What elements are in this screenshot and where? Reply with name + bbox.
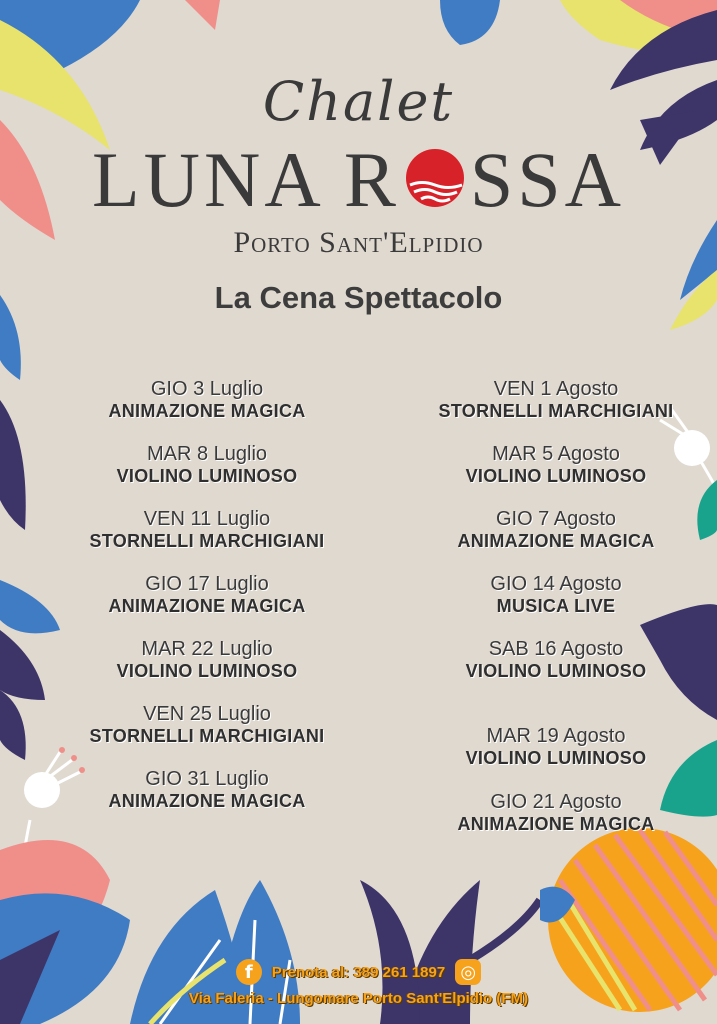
event-item — [47, 573, 367, 617]
event-date: GIO 21 Agosto — [490, 791, 622, 813]
event-item — [396, 573, 716, 617]
sunset-sea-icon — [404, 147, 466, 209]
event-item — [47, 768, 367, 812]
event-date: GIO 3 Luglio — [150, 378, 264, 400]
event-act: STORNELLI MARCHIGIANI — [89, 531, 325, 551]
event-item — [47, 703, 367, 747]
brand-text-part1: LUNA R — [92, 136, 400, 223]
event-act: VIOLINO LUMINOSO — [116, 466, 298, 486]
event-act: VIOLINO LUMINOSO — [116, 661, 298, 681]
event-item — [47, 638, 367, 682]
event-item — [47, 443, 367, 487]
event-act: ANIMAZIONE MAGICA — [108, 401, 306, 421]
event-item — [47, 508, 367, 552]
event-date: GIO 17 Luglio — [145, 573, 269, 595]
event-date: MAR 22 Luglio — [141, 638, 273, 660]
event-date: GIO 7 Agosto — [495, 508, 617, 530]
event-date: VEN 11 Luglio — [143, 508, 271, 530]
location-text: Porto Sant'Elpidio — [233, 226, 484, 259]
event-act: ANIMAZIONE MAGICA — [457, 531, 655, 551]
event-date: GIO 31 Luglio — [145, 768, 269, 790]
brand-logo-luna-rossa — [0, 135, 717, 225]
brand-text-part2: SSA — [469, 136, 625, 223]
event-date: VEN 1 Agosto — [493, 378, 619, 400]
event-date: SAB 16 Agosto — [488, 638, 624, 660]
event-act: STORNELLI MARCHIGIANI — [438, 401, 674, 421]
footer-booking-row — [0, 958, 717, 986]
footer-address: Via Faleria - Lungomare Porto Sant'Elpidio (FM) — [188, 990, 529, 1007]
event-date: MAR 5 Agosto — [492, 443, 620, 465]
event-act: ANIMAZIONE MAGICA — [108, 596, 306, 616]
instagram-icon[interactable]: ◎ — [455, 959, 481, 985]
event-date: MAR 8 Luglio — [146, 443, 268, 465]
event-act: ANIMAZIONE MAGICA — [108, 791, 306, 811]
event-item — [396, 378, 716, 422]
event-item — [47, 378, 367, 422]
booking-phone[interactable]: Prenota al: 389 261 1897 — [271, 963, 446, 981]
event-date: MAR 19 Agosto — [486, 725, 626, 747]
event-act: MUSICA LIVE — [496, 596, 616, 616]
event-act: VIOLINO LUMINOSO — [465, 748, 647, 768]
event-date: GIO 14 Agosto — [490, 573, 622, 595]
facebook-icon[interactable]: f — [236, 959, 262, 985]
event-act: VIOLINO LUMINOSO — [465, 466, 647, 486]
event-act: ANIMAZIONE MAGICA — [457, 814, 655, 834]
event-item — [396, 791, 716, 835]
event-item — [396, 638, 716, 682]
event-subtitle: La Cena Spettacolo — [214, 280, 503, 315]
script-title-chalet: Chalet — [262, 70, 455, 133]
event-item — [396, 443, 716, 487]
event-item — [396, 508, 716, 552]
event-date: VEN 25 Luglio — [143, 703, 271, 725]
event-act: VIOLINO LUMINOSO — [465, 661, 647, 681]
event-act: STORNELLI MARCHIGIANI — [89, 726, 325, 746]
event-item — [396, 725, 716, 769]
